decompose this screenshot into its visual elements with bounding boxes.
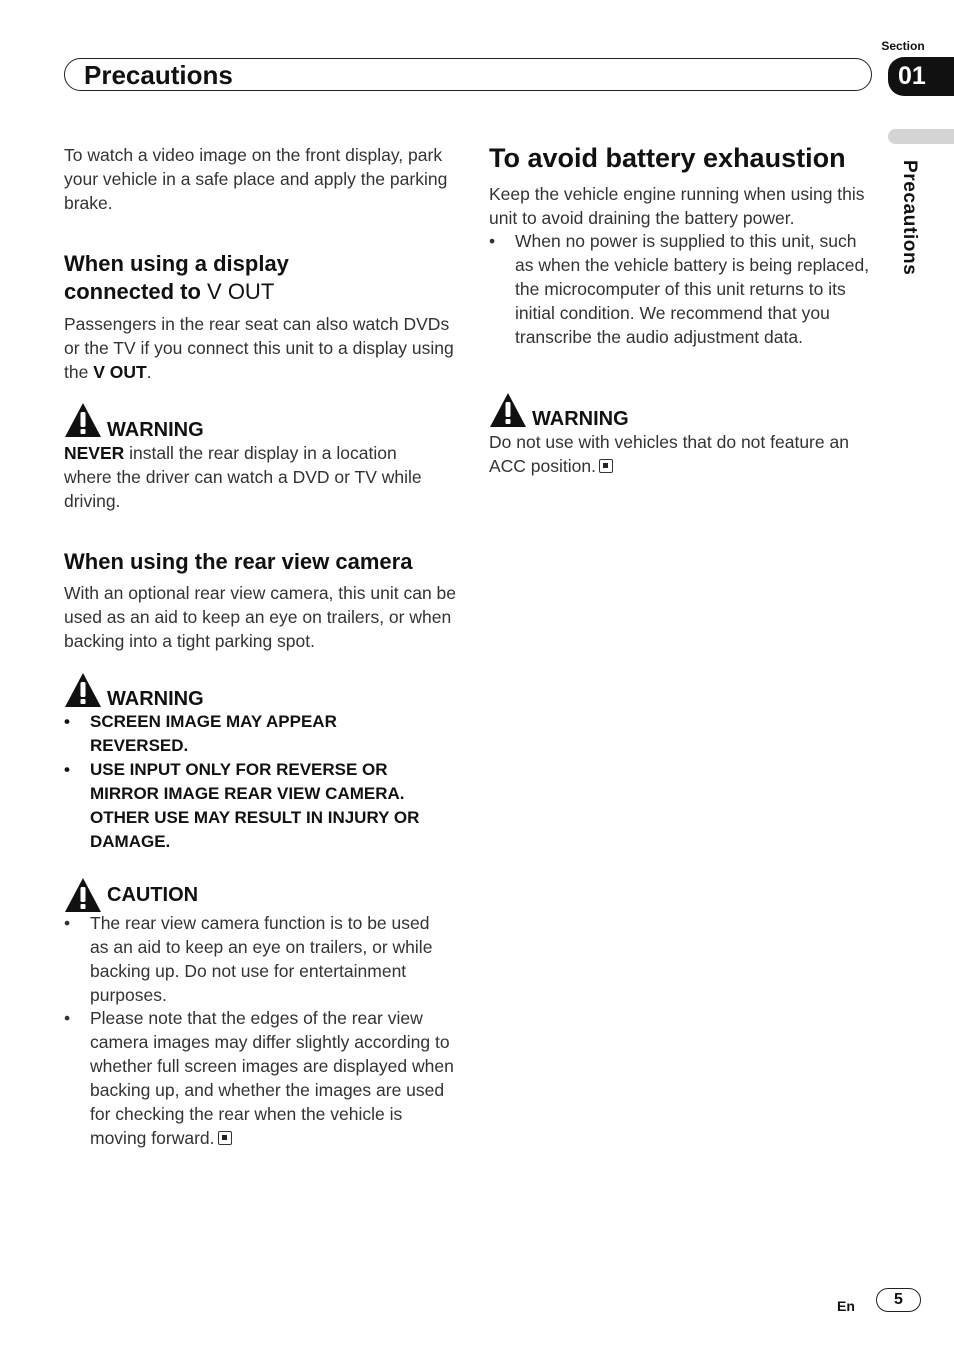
warning1-bold: NEVER (64, 443, 125, 463)
warning-triangle-icon (64, 402, 102, 438)
side-tab-label: Precautions (899, 160, 920, 276)
vout-heading-line1: When using a display (64, 251, 289, 276)
vout-body-text: Passengers in the rear seat can also watch DVDs or the TV if you connect this unit to a display using the (64, 314, 454, 382)
caution-item-1: The rear view camera function is to be used as an aid to keep an eye on trailers, or while backing up. Do not use for entertainment purposes. (90, 913, 433, 1005)
warning1-title: WARNING (107, 419, 204, 441)
page-title: Precautions (84, 60, 233, 90)
end-mark-icon (218, 1131, 232, 1145)
bullet: • (64, 1008, 71, 1028)
vout-heading-bold: connected to (64, 279, 201, 304)
caution-triangle-icon (64, 877, 102, 913)
bullet: • (64, 760, 70, 779)
vout-heading (64, 250, 456, 306)
warning-triangle-icon (64, 672, 102, 708)
warning1-body: install the rear display in a location where the driver can watch a DVD or TV while driving. (64, 443, 422, 511)
battery-warning-text (489, 430, 869, 478)
list-item (64, 911, 456, 1007)
vout-body-bold: V OUT (93, 362, 147, 382)
battery-warning-body: Do not use with vehicles that do not feature an ACC position. (489, 432, 849, 476)
bullet: • (64, 712, 70, 731)
warning1-text (64, 441, 444, 513)
page-number: 5 (876, 1288, 921, 1312)
bullet: • (489, 231, 496, 251)
end-mark-icon (599, 459, 613, 473)
vout-body-suffix: . (146, 362, 152, 382)
caution-list (64, 911, 456, 1151)
language-label: En (837, 1298, 855, 1314)
warning2-item-1: SCREEN IMAGE MAY APPEAR REVERSED. (90, 712, 337, 755)
intro-paragraph: To watch a video image on the front display, park your vehicle in a safe place and apply the parking brake. (64, 145, 448, 213)
battery-heading: To avoid battery exhaustion (489, 143, 846, 173)
list-item (489, 229, 881, 373)
caution-item-2-text: Please note that the edges of the rear view camera images may differ slightly according to whether full screen images are displayed when backing up, and whether the images are used for checking the rear when the vehicle is moving forward. (90, 1008, 454, 1148)
section-number-badge: 01 (888, 57, 954, 96)
list-item (64, 710, 456, 758)
vout-heading-plain: V OUT (207, 279, 275, 304)
side-tab-bar (888, 129, 954, 144)
warning2-list (64, 710, 456, 860)
caution-title: CAUTION (107, 884, 199, 906)
bullet: • (64, 913, 71, 933)
list-item (64, 1006, 456, 1150)
section-label: Section (881, 39, 925, 53)
warning2-title: WARNING (107, 688, 204, 710)
caution-item-2 (90, 1006, 454, 1150)
warning2-item-2: USE INPUT ONLY FOR REVERSE OR MIRROR IMAGE REAR VIEW CAMERA. OTHER USE MAY RESULT IN INJURY OR DAMAGE. (90, 760, 420, 851)
camera-paragraph: With an optional rear view camera, this unit can be used as an aid to keep an eye on trailers, or when backing into a tight parking spot. (64, 583, 456, 651)
camera-heading: When using the rear view camera (64, 549, 413, 574)
battery-warning-title: WARNING (532, 408, 629, 430)
battery-paragraph: Keep the vehicle engine running when using this unit to avoid draining the battery power. (489, 184, 865, 228)
warning-triangle-icon (489, 392, 527, 428)
list-item (64, 758, 456, 854)
vout-paragraph (64, 312, 456, 384)
battery-bullet: When no power is supplied to this unit, such as when the vehicle battery is being replaced, the microcomputer of this unit returns to its initial condition. We recommend that you transcribe the audio adjustment data. (515, 231, 870, 347)
